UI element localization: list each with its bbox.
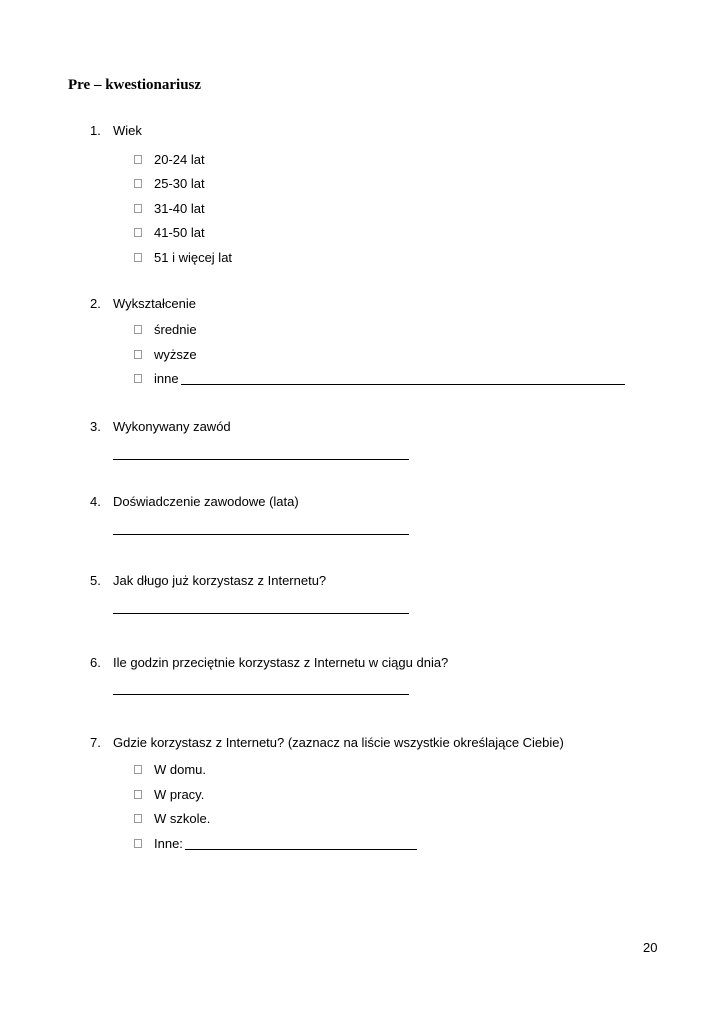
option-label: Inne: (154, 836, 183, 851)
option-location-other[interactable] (134, 836, 417, 851)
other-education-input-line[interactable] (181, 372, 625, 385)
option-label: 20-24 lat (154, 152, 205, 167)
question-text: Jak długo już korzystasz z Internetu? (113, 573, 327, 588)
option-label: inne (154, 371, 179, 386)
answer-line-daily-hours[interactable] (113, 694, 409, 695)
page-number: 20 (643, 940, 658, 955)
option-label: 25-30 lat (154, 176, 205, 191)
option-education-secondary[interactable] (134, 322, 197, 337)
option-location-home[interactable] (134, 762, 206, 777)
checkbox-icon[interactable] (134, 839, 142, 848)
checkbox-icon[interactable] (134, 374, 142, 383)
question-text: Ile godzin przeciętnie korzystasz z Internetu w ciągu dnia? (113, 655, 449, 670)
page-title: Pre – kwestionariusz (68, 77, 202, 93)
question-number: 6. (90, 655, 101, 670)
option-label: W domu. (154, 762, 207, 777)
option-location-school[interactable] (134, 811, 210, 826)
option-label: W szkole. (154, 811, 211, 826)
question-text: Doświadczenie zawodowe (lata) (113, 494, 299, 509)
checkbox-icon[interactable] (134, 814, 142, 823)
question-number: 4. (90, 494, 101, 509)
checkbox-icon[interactable] (134, 765, 142, 774)
option-label: 51 i więcej lat (154, 250, 233, 265)
checkbox-icon[interactable] (134, 253, 142, 262)
option-label: średnie (154, 322, 197, 337)
option-age-25-30[interactable] (134, 176, 205, 191)
question-number: 1. (90, 123, 101, 138)
option-age-31-40[interactable] (134, 201, 205, 216)
question-number: 7. (90, 735, 101, 750)
answer-line-experience[interactable] (113, 534, 409, 535)
question-number: 5. (90, 573, 101, 588)
question-text: Wykształcenie (113, 296, 196, 311)
option-age-51-plus[interactable] (134, 250, 232, 265)
question-text: Wiek (113, 123, 142, 138)
checkbox-icon[interactable] (134, 350, 142, 359)
question-text: Wykonywany zawód (113, 419, 231, 434)
question-text: Gdzie korzystasz z Internetu? (zaznacz na liście wszystkie określające Ciebie) (113, 735, 564, 750)
option-age-20-24[interactable] (134, 152, 205, 167)
option-age-41-50[interactable] (134, 225, 205, 240)
question-number: 3. (90, 419, 101, 434)
answer-line-occupation[interactable] (113, 459, 409, 460)
checkbox-icon[interactable] (134, 228, 142, 237)
option-label: W pracy. (154, 787, 205, 802)
checkbox-icon[interactable] (134, 179, 142, 188)
option-education-higher[interactable] (134, 347, 197, 362)
checkbox-icon[interactable] (134, 325, 142, 334)
option-label: wyższe (154, 347, 197, 362)
option-location-work[interactable] (134, 787, 204, 802)
option-label: 31-40 lat (154, 201, 205, 216)
answer-line-internet-duration[interactable] (113, 613, 409, 614)
other-location-input-line[interactable] (185, 837, 417, 850)
checkbox-icon[interactable] (134, 204, 142, 213)
question-number: 2. (90, 296, 101, 311)
checkbox-icon[interactable] (134, 155, 142, 164)
checkbox-icon[interactable] (134, 790, 142, 799)
option-label: 41-50 lat (154, 225, 205, 240)
option-education-other[interactable] (134, 371, 625, 386)
